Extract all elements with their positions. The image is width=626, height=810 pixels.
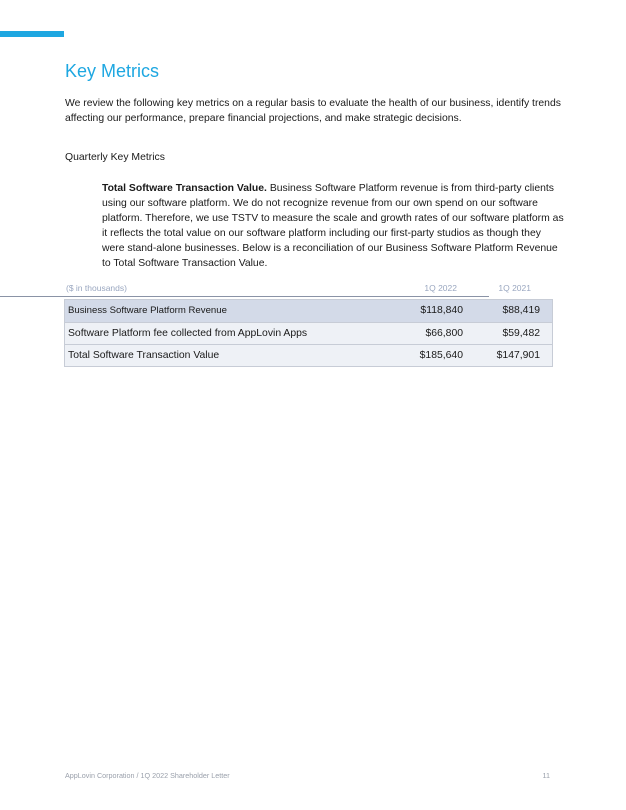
accent-bar [0,31,64,37]
reconciliation-table [64,299,553,367]
header-divider [0,296,489,297]
metric-term: Total Software Transaction Value. [102,183,267,194]
table-row [65,322,552,344]
unit-label: ($ in thousands) [66,283,127,293]
row-value-1q-2022: $66,800 [425,328,463,339]
row-label: Business Software Platform Revenue [68,305,227,316]
reconciliation-table-header [64,283,553,297]
metric-paragraph [102,181,564,271]
row-value-1q-2021: $88,419 [502,305,540,316]
row-value-1q-2022: $118,840 [420,305,463,316]
row-value-1q-2021: $59,482 [502,328,540,339]
intro-paragraph: We review the following key metrics on a regular basis to evaluate the health of our business, identify trends affecting our performance, prepare financial projections, and make strategic decisions. [65,98,561,124]
column-header-1q-2022: 1Q 2022 [424,283,457,293]
row-label: Total Software Transaction Value [68,350,220,361]
page-number: 11 [542,771,550,780]
metric-description: Business Software Platform revenue is from third-party clients using our software platform. We do not recognize revenue from our own spend on our software platform. Therefore, we use TSTV to measure the scale and growth rates of our software platform as it reflects the total value on our software platform including our first-party studios as though they were stand-alone businesses. Below is a reconciliation of our Business Software Platform Revenue to Total Software Transaction Value. [102,183,564,269]
table-row [65,344,552,366]
row-label: Software Platform fee collected from AppLovin Apps [68,328,308,339]
footer-document-label: AppLovin Corporation / 1Q 2022 Shareholder Letter [65,771,230,780]
column-header-1q-2021: 1Q 2021 [498,283,531,293]
page-title: Key Metrics [65,61,160,81]
row-value-1q-2021: $147,901 [496,350,540,361]
row-value-1q-2022: $185,640 [419,350,463,361]
table-row [65,300,552,322]
section-heading: Quarterly Key Metrics [65,152,165,163]
